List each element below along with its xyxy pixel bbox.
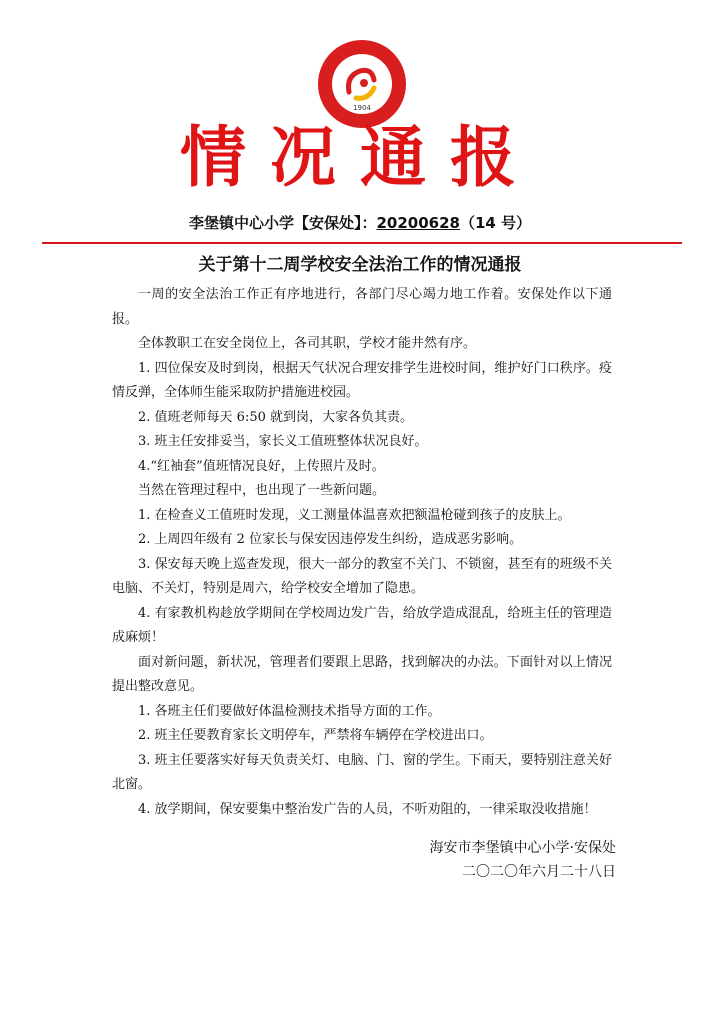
headline: 情况通报 (180, 119, 540, 196)
signature-block (430, 836, 616, 884)
signature-org: 海安市李堡镇中心小学·安保处 (429, 840, 616, 856)
paragraph: 当然在管理过程中，也出现了一些新问题。 (138, 483, 386, 498)
paragraph: 1. 在检查义工值班时发现，义工测量体温喜欢把额温枪碰到孩子的皮肤上。 (138, 507, 571, 523)
red-divider (42, 242, 682, 244)
paragraph: 2. 班主任要教育家长文明停车，严禁将车辆停在学校进出口。 (138, 728, 493, 743)
notice-title: 关于第十二周学校安全法治工作的情况通报 (198, 255, 522, 275)
paragraph: 全体教职工在安全岗位上，各司其职，学校才能井然有序。 (138, 336, 477, 351)
school-logo (316, 38, 408, 130)
paragraph: 1. 各班主任们要做好体温检测技术指导方面的工作。 (138, 703, 441, 719)
paragraph: 1. 四位保安及时到岗，根据天气状况合理安排学生进校时间，维护好门口秩序。疫情反弹，全体师生能采取防护措施进校园。 (112, 360, 612, 400)
doc-suffix: （14 号） (459, 214, 532, 232)
paragraph: 2. 值班老师每天 6:50 就到岗，大家各负其责。 (138, 409, 413, 425)
document-number (0, 212, 720, 233)
paragraph: 面对新问题，新状况，管理者们要跟上思路，找到解决的办法。下面针对以上情况提出整改意见。 (112, 654, 612, 694)
paragraph: 4. 有家教机构趁放学期间在学校周边发广告，给放学造成混乱，给班主任的管理造成麻烦！ (112, 605, 612, 645)
notice-body (112, 283, 612, 822)
paragraph: 3. 班主任要落实好每天负责关灯、电脑、门、窗的学生。下雨天，要特别注意关好北窗。 (112, 752, 612, 792)
paragraph: 2. 上周四年级有 2 位家长与保安因违停发生纠纷，造成恶劣影响。 (138, 532, 523, 547)
paragraph: 3. 班主任安排妥当，家长义工值班整体状况良好。 (138, 434, 428, 449)
paragraph: 4.“红袖套”值班情况良好，上传照片及时。 (138, 458, 385, 474)
doc-number: 20200628 (376, 214, 460, 232)
doc-prefix: 李堡镇中心小学【安保处】： (188, 214, 377, 232)
paragraph: 一周的安全法治工作正有序地进行，各部门尽心竭力地工作着。安保处作以下通报。 (112, 287, 612, 327)
signature-date: 二〇二〇年六月二十八日 (462, 864, 616, 880)
logo-year: 1904 (353, 104, 371, 112)
paragraph: 3. 保安每天晚上巡查发现，很大一部分的教室不关门、不锁窗，甚至有的班级不关电脑、不关灯，特别是周六，给学校安全增加了隐患。 (112, 556, 612, 596)
paragraph: 4. 放学期间，保安要集中整治发广告的人员，不听劝阻的，一律采取没收措施！ (138, 801, 597, 817)
